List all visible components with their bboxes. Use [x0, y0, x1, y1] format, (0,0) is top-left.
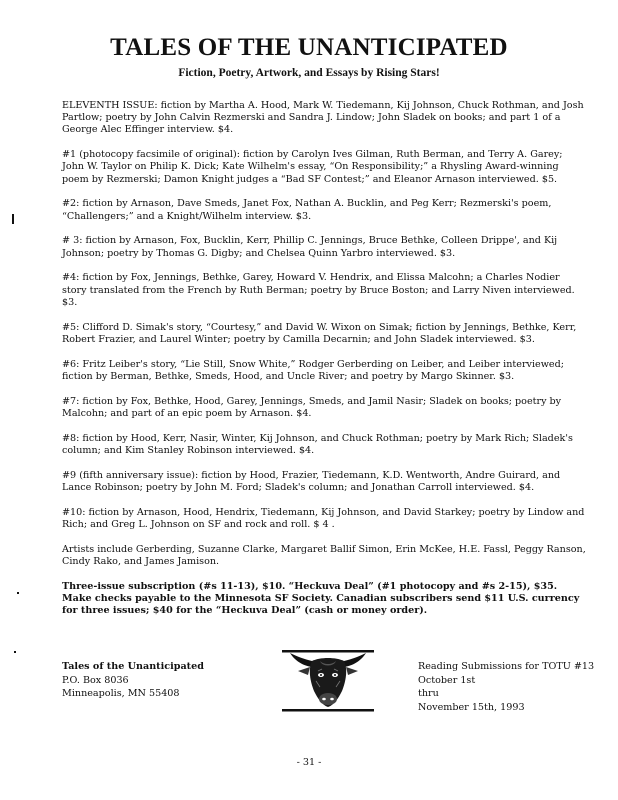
- entry-issue-1: #1 (photocopy facsimile of original): fiction by Carolyn Ives Gilman, Ruth Berman, and Terry A. Garey; John W. Taylor on Philip K. Dick; Kate Wilhelm's essay, “On Responsibility;” a Rhysling Award-winning poem by Rezmerski; Damon Knight judges a “Bad SF Contest;” and Eleanor Arnason interviewed. $5.: [62, 149, 563, 185]
- address-name: Tales of the Unanticipated: [62, 661, 204, 672]
- entry-artists: Artists include Gerberding, Suzanne Clarke, Margaret Ballif Simon, Erin McKee, H.E. Fassl, Peggy Ranson, Cindy Rako, and James Jamison.: [62, 543, 586, 567]
- issue-list: [62, 100, 587, 630]
- entry-issue-5: #5: Clifford D. Simak's story, “Courtesy,” and David W. Wixon on Simak; fiction by Jennings, Bethke, Kerr, Robert Frazier, and Laurel Winter; poetry by Camilla Decarnin; and John Sladek interviewed. $3.: [62, 321, 577, 345]
- reading-submissions: [418, 660, 594, 714]
- entry-issue-10: #10: fiction by Arnason, Hood, Hendrix, Tiedemann, Kij Johnson, and David Starkey; poetry by Lindow and Rich; and Greg L. Johnson on SF and rock and roll. $ 4 .: [62, 506, 585, 530]
- entry-issue-4: #4: fiction by Fox, Jennings, Bethke, Garey, Howard V. Hendrix, and Elissa Malcohn; a Charles Nodier story translated from the French by Ruth Berman; poetry by Bruce Boston; and Larry Niven interviewed. $3.: [62, 272, 575, 308]
- page-subtitle: Fiction, Poetry, Artwork, and Essays by Rising Stars!: [178, 67, 440, 79]
- entry-issue-7: #7: fiction by Fox, Bethke, Hood, Garey, Jennings, Smeds, and Jamil Nasir; Sladek on books; poetry by Malcohn; and part of an epic poem by Arnason. $4.: [62, 395, 562, 419]
- page-title: TALES OF THE UNANTICIPATED: [110, 34, 508, 61]
- reading-line-3: thru: [418, 688, 439, 699]
- entry-issue-9: #9 (fifth anniversary issue): fiction by Hood, Frazier, Tiedemann, K.D. Wentworth, Andre Guirard, and Lance Robinson; poetry by John M. Ford; Sladek's column; and Jonathan Carroll interviewed. $4.: [62, 469, 561, 493]
- page-number: - 31 -: [296, 757, 322, 768]
- entry-issue-3: # 3: fiction by Arnason, Fox, Bucklin, Kerr, Phillip C. Jennings, Bruce Bethke, Colleen Drippe', and Kij Johnson; poetry by Thomas G. Digby; and Chelsea Quinn Yarbro interviewed. $3.: [62, 235, 558, 259]
- scan-speck: [17, 592, 19, 594]
- entry-issue-8: #8: fiction by Hood, Kerr, Nasir, Winter, Kij Johnson, and Chuck Rothman; poetry by Mark Rich; Sladek's column; and Kim Stanley Robinson interviewed. $4.: [62, 432, 573, 456]
- address-line-1: P.O. Box 8036: [62, 674, 129, 686]
- entry-eleventh-issue: ELEVENTH ISSUE: fiction by Martha A. Hood, Mark W. Tiedemann, Kij Johnson, Chuck Rothman, and Josh Partlow; poetry by John Calvin Rezmerski and Sandra J. Lindow; John Sladek on books; and part 1 of a George Alec Effinger interview. $4.: [62, 100, 584, 136]
- scan-speck: [14, 651, 16, 653]
- entry-issue-2: #2: fiction by Arnason, Dave Smeds, Janet Fox, Nathan A. Bucklin, and Peg Kerr; Rezmerski's poem, “Challengers;” and a Knight/Wilhelm interview. $3.: [62, 198, 552, 222]
- entry-issue-6: #6: Fritz Leiber's story, “Lie Still, Snow White,” Rodger Gerberding on Leiber, and Leiber interviewed; fiction by Berman, Bethke, Smeds, Hood, and Uncle River; and poetry by Margo Skinner. $3.: [62, 358, 564, 382]
- reading-line-1: Reading Submissions for TOTU #13: [418, 661, 595, 672]
- reading-line-2: October 1st: [418, 674, 476, 686]
- entry-subscription: Three-issue subscription (#s 11-13), $10. “Heckuva Deal” (#1 photocopy and #s 2-15), $35. Make checks payable to the Minnesota SF Society. Canadian subscribers send $11 U.S. currency for three issues; $40 for the “Heckuva Deal” (cash or money order).: [62, 580, 580, 617]
- address-line-2: Minneapolis, MN 55408: [62, 688, 180, 699]
- bull-head-icon: [282, 647, 374, 715]
- mailing-address: [62, 660, 204, 701]
- reading-line-4: November 15th, 1993: [418, 701, 525, 713]
- scan-speck: [12, 214, 14, 224]
